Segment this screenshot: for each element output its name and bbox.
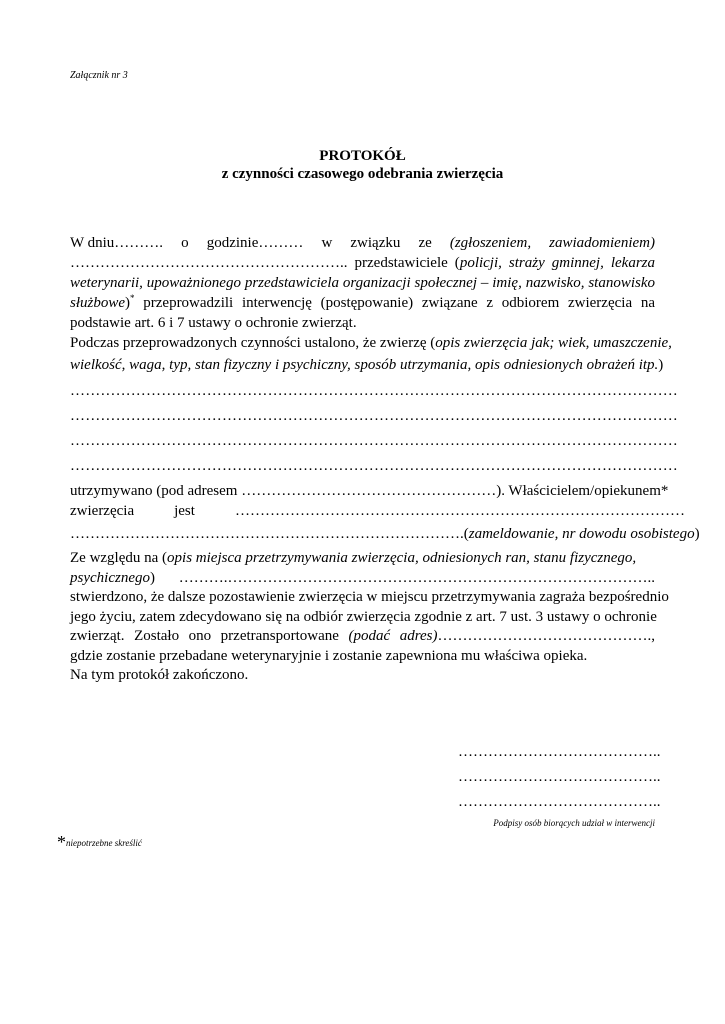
footnote-star: * [57, 832, 66, 852]
word-italic: zawiadomieniem) [549, 235, 655, 251]
word: zwierzęcia [70, 503, 135, 519]
document-subtitle: z czynności czasowego odebrania zwierzęcia [221, 166, 504, 182]
word: o [181, 235, 189, 251]
body-line-12: psychicznego) ……….………………………………………………………………………….. [70, 570, 655, 586]
body-line-17: Na tym protokół zakończono. [70, 667, 249, 683]
word: jest [174, 503, 195, 519]
body-line-15: zwierząt. Zostało ono przetransportowane (podać adres)……………………………………., [70, 628, 655, 644]
word: związku [350, 235, 401, 251]
document-title: PROTOKÓŁ [319, 148, 406, 164]
word: ze [418, 235, 432, 251]
dotted-line-1: ………………………………………………………………………………………………………… [70, 383, 678, 399]
body-line-10: …………………………………………………………………….(zameldowanie, nr dowodu osobistego) [70, 526, 700, 542]
body-line-4: służbowe)* przeprowadzili interwencję (postępowanie) związane z odbiorem zwierzęcia na [70, 293, 655, 311]
footnote [57, 832, 142, 853]
attachment-label: Załącznik nr 3 [70, 70, 128, 81]
signature-line-1: ………………………………….. [458, 744, 661, 760]
body-line-2: ……………………………………………….. przedstawiciele (policji, straży gminnej, lekarza [70, 255, 655, 271]
time-field: godzinie……… [206, 235, 304, 251]
body-line-3: weterynarii, upoważnionego przedstawiciela organizacji społecznej – imię, nazwisko, stanowisko [70, 275, 655, 291]
body-line-14: jego życiu, zatem zdecydowano się na odbiór zwierzęcia zgodnie z art. 7 ust. 3 ustawy o ochronie [70, 609, 657, 625]
dotted-line-4: ………………………………………………………………………………………………………… [70, 458, 678, 474]
body-line-7: wielkość, waga, typ, stan fizyczny i psychiczny, sposób utrzymania, opis odniesionych obrażeń itp.) [70, 357, 664, 373]
body-line-16: gdzie zostanie przebadane weterynaryjnie i zostanie zapewniona mu właściwa opieka. [70, 648, 588, 664]
word-italic: (zgłoszeniem, [449, 235, 532, 251]
signature-line-2: ………………………………….. [458, 769, 661, 785]
body-line-6: Podczas przeprowadzonych czynności ustalono, że zwierzę (opis zwierzęcia jak; wiek, umaszczenie, [70, 335, 672, 351]
footnote-text: niepotrzebne skreślić [66, 838, 142, 848]
dotted-line-3: ………………………………………………………………………………………………………… [70, 433, 678, 449]
word: w [321, 235, 333, 251]
body-line-8: utrzymywano (pod adresem ……………………………………………). Właścicielem/opiekunem* [70, 483, 669, 499]
date-field: W dniu………. [70, 235, 164, 251]
signature-caption: Podpisy osób biorących udział w interwencji [493, 818, 655, 828]
signature-line-3: ………………………………….. [458, 794, 661, 810]
body-line-1 [70, 233, 655, 253]
body-line-13: stwierdzono, że dalsze pozostawienie zwierzęcia w miejscu przetrzymywania zagraża bezpośrednio [70, 589, 669, 605]
body-line-11: Ze względu na (opis miejsca przetrzymywania zwierzęcia, odniesionych ran, stanu fizycznego, [70, 550, 637, 566]
owner-field: ……………………………………………………………………………… [234, 503, 685, 519]
body-line-9 [70, 501, 685, 521]
body-line-5: podstawie art. 6 i 7 ustawy o ochronie zwierząt. [70, 315, 357, 331]
dotted-line-2: ………………………………………………………………………………………………………… [70, 408, 678, 424]
